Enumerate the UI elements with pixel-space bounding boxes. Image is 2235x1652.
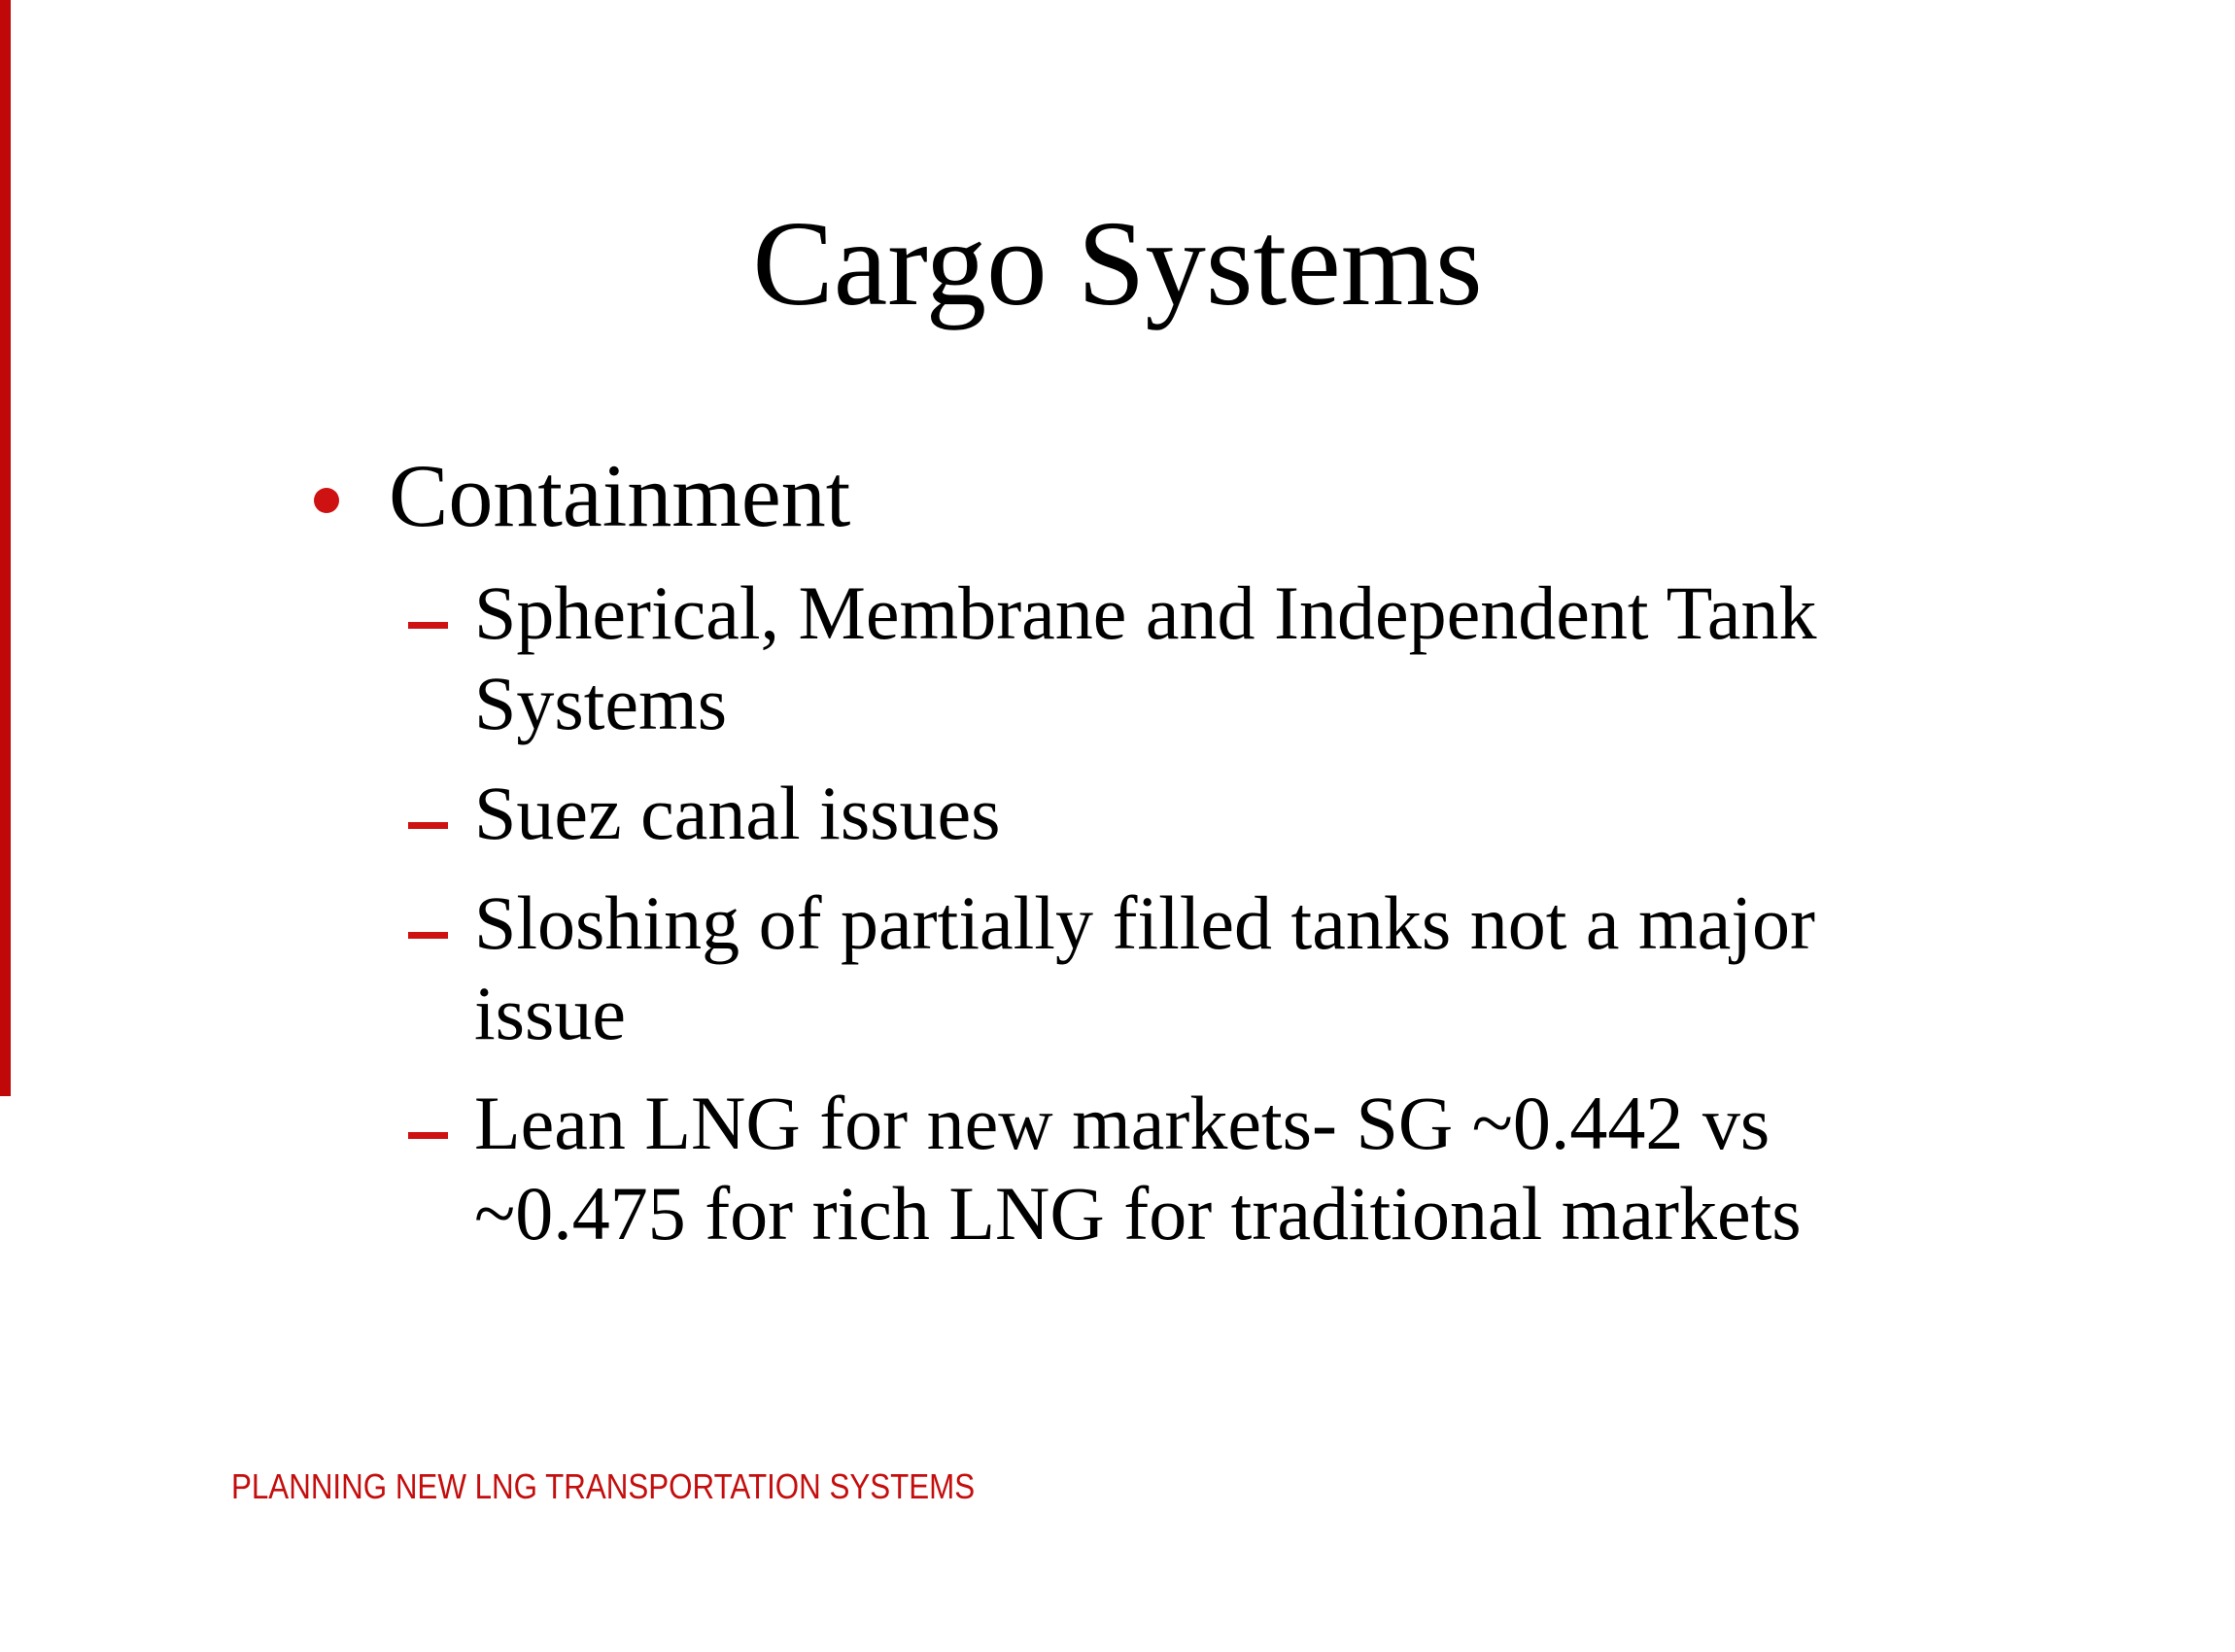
text-line: Lean LNG for new markets- SG ~0.442 vs — [474, 1081, 1771, 1165]
bullet-label: Containment — [389, 446, 851, 545]
text-line: Spherical, Membrane and Independent Tank — [474, 570, 1817, 655]
sub-bullet-text — [474, 568, 1898, 748]
list-item — [314, 1078, 1898, 1258]
dash-marker-icon — [408, 568, 474, 629]
text-line: ~0.475 for rich LNG for traditional markets — [474, 1171, 1802, 1256]
left-accent-bar — [0, 0, 11, 1096]
slide-title: Cargo Systems — [752, 197, 1483, 331]
sub-bullet-list — [314, 568, 1898, 1258]
text-line: Sloshing of partially filled tanks not a major — [474, 880, 1815, 965]
text-line: issue — [474, 971, 626, 1055]
sub-bullet-text — [474, 878, 1898, 1058]
bullet-list — [314, 437, 1898, 1278]
sub-bullet-text — [474, 768, 1898, 858]
dash-marker-icon — [408, 1078, 474, 1139]
text-line: Systems — [474, 661, 728, 745]
text-line: Suez canal issues — [474, 771, 1001, 855]
bullet-dot-icon — [314, 488, 339, 513]
list-item — [314, 878, 1898, 1058]
bullet-item — [314, 437, 1898, 554]
dash-marker-icon — [408, 878, 474, 939]
list-item — [314, 568, 1898, 748]
list-item — [314, 768, 1898, 858]
sub-bullet-text — [474, 1078, 1898, 1258]
dash-marker-icon — [408, 768, 474, 829]
footer-text: PLANNING NEW LNG TRANSPORTATION SYSTEMS — [231, 1466, 976, 1506]
